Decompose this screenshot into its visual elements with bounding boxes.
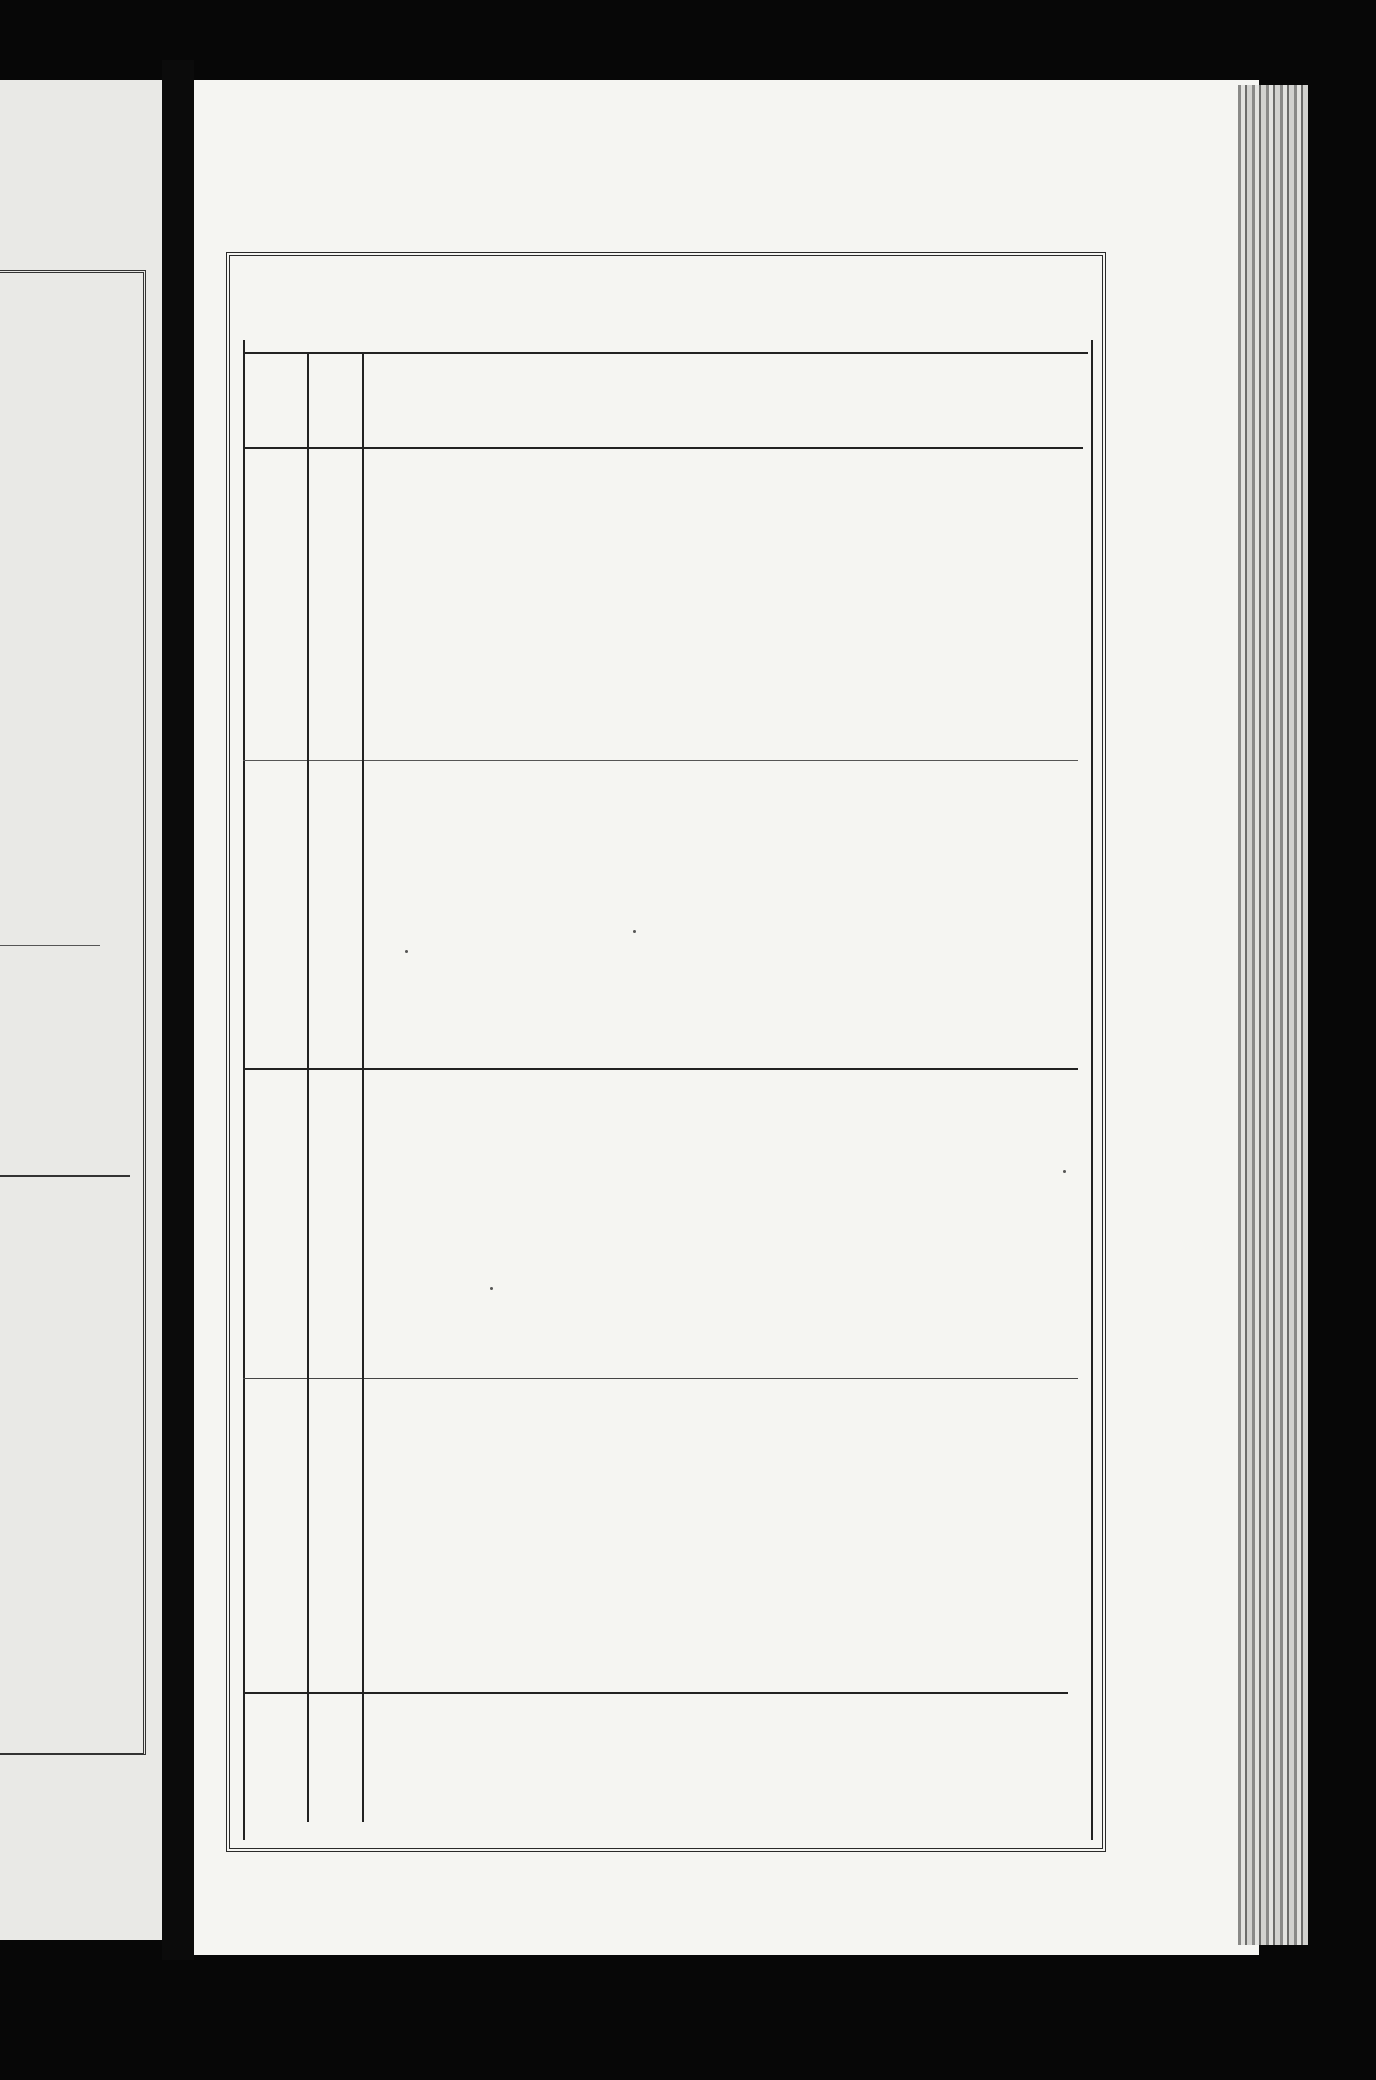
- week-divider: [243, 760, 1078, 761]
- left-page-frame: [0, 270, 146, 1755]
- left-page-rule: [0, 945, 100, 946]
- day-column-rule: [307, 352, 309, 1822]
- header-rule: [243, 352, 1088, 354]
- print-speck: [633, 930, 636, 933]
- print-speck: [490, 1287, 493, 1290]
- book-gutter: [162, 60, 194, 1960]
- left-page-rule: [0, 1175, 130, 1177]
- week-divider: [243, 1068, 1078, 1070]
- page-edges: [1238, 85, 1308, 1945]
- print-speck: [405, 950, 408, 953]
- week-divider: [243, 1378, 1078, 1379]
- event-column-rule: [362, 352, 364, 1822]
- print-speck: [1063, 1170, 1066, 1173]
- calendar-inner-frame: [243, 340, 1093, 1840]
- left-facing-page: [0, 80, 162, 1940]
- week-divider: [243, 447, 1083, 449]
- week-divider: [243, 1692, 1068, 1694]
